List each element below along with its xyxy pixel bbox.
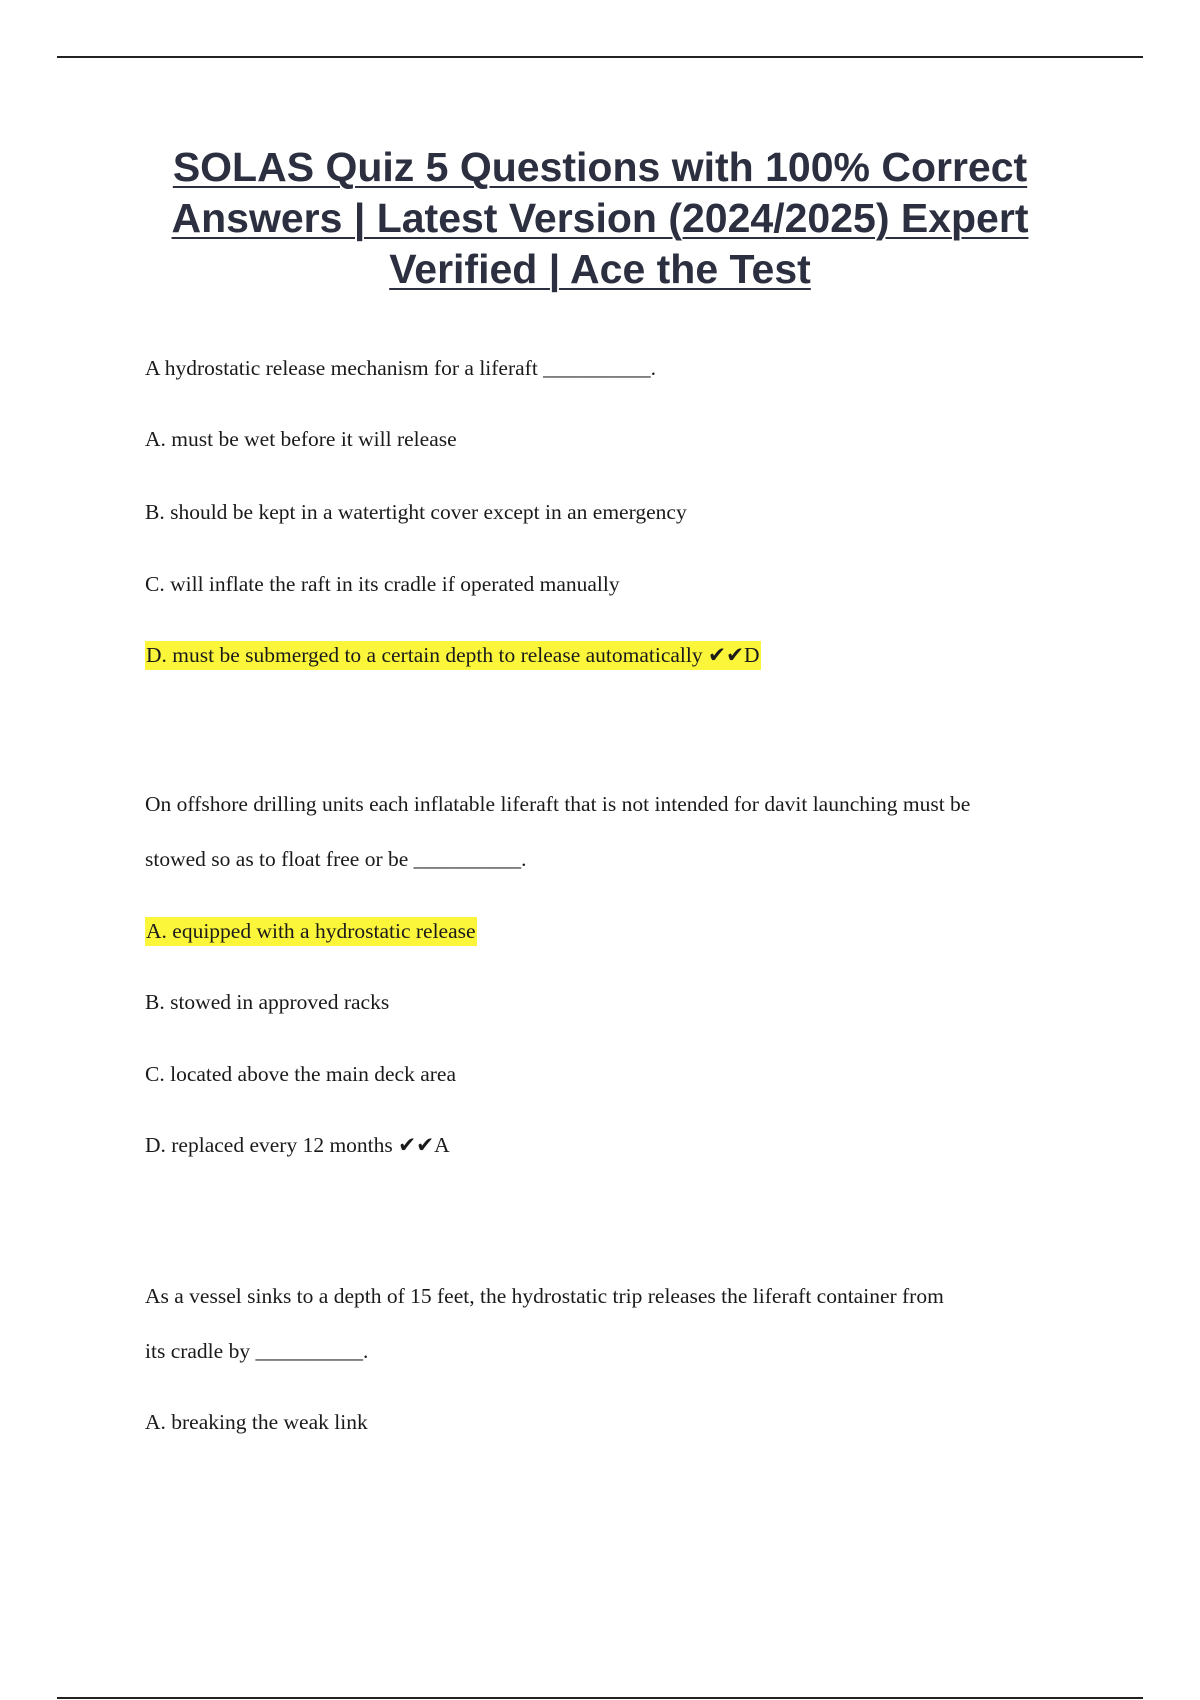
question-2-stem-line-1: On offshore drilling units each inflatable liferaft that is not intended for davit launching must be bbox=[145, 792, 971, 816]
question-1-option-c: C. will inflate the raft in its cradle if operated manually bbox=[145, 572, 620, 596]
question-3-stem-line-1: As a vessel sinks to a depth of 15 feet, the hydrostatic trip releases the liferaft container from bbox=[145, 1284, 944, 1308]
question-1-stem: A hydrostatic release mechanism for a liferaft __________. bbox=[145, 356, 657, 380]
question-1-option-d bbox=[145, 641, 761, 669]
question-3-stem-line-2: its cradle by __________. bbox=[145, 1339, 369, 1363]
top-rule bbox=[57, 56, 1143, 58]
correct-answer-highlight: D. must be submerged to a certain depth to release automatically ✔✔D bbox=[145, 641, 761, 670]
question-2-option-c: C. located above the main deck area bbox=[145, 1062, 457, 1086]
question-2-stem-line-2: stowed so as to float free or be __________. bbox=[145, 847, 527, 871]
question-1-option-b: B. should be kept in a watertight cover except in an emergency bbox=[145, 500, 687, 524]
document-title: SOLAS Quiz 5 Questions with 100% Correct Answers | Latest Version (2024/2025) Expert Verified | Ace the Test bbox=[171, 144, 1029, 292]
question-2-option-d: D. replaced every 12 months ✔✔A bbox=[145, 1133, 450, 1157]
question-2-option-a bbox=[145, 917, 477, 945]
question-3-option-a: A. breaking the weak link bbox=[145, 1410, 368, 1434]
question-2-option-b: B. stowed in approved racks bbox=[145, 990, 390, 1014]
correct-answer-highlight: A. equipped with a hydrostatic release bbox=[145, 917, 477, 946]
question-1-option-a: A. must be wet before it will release bbox=[145, 427, 457, 451]
bottom-rule bbox=[57, 1697, 1143, 1699]
